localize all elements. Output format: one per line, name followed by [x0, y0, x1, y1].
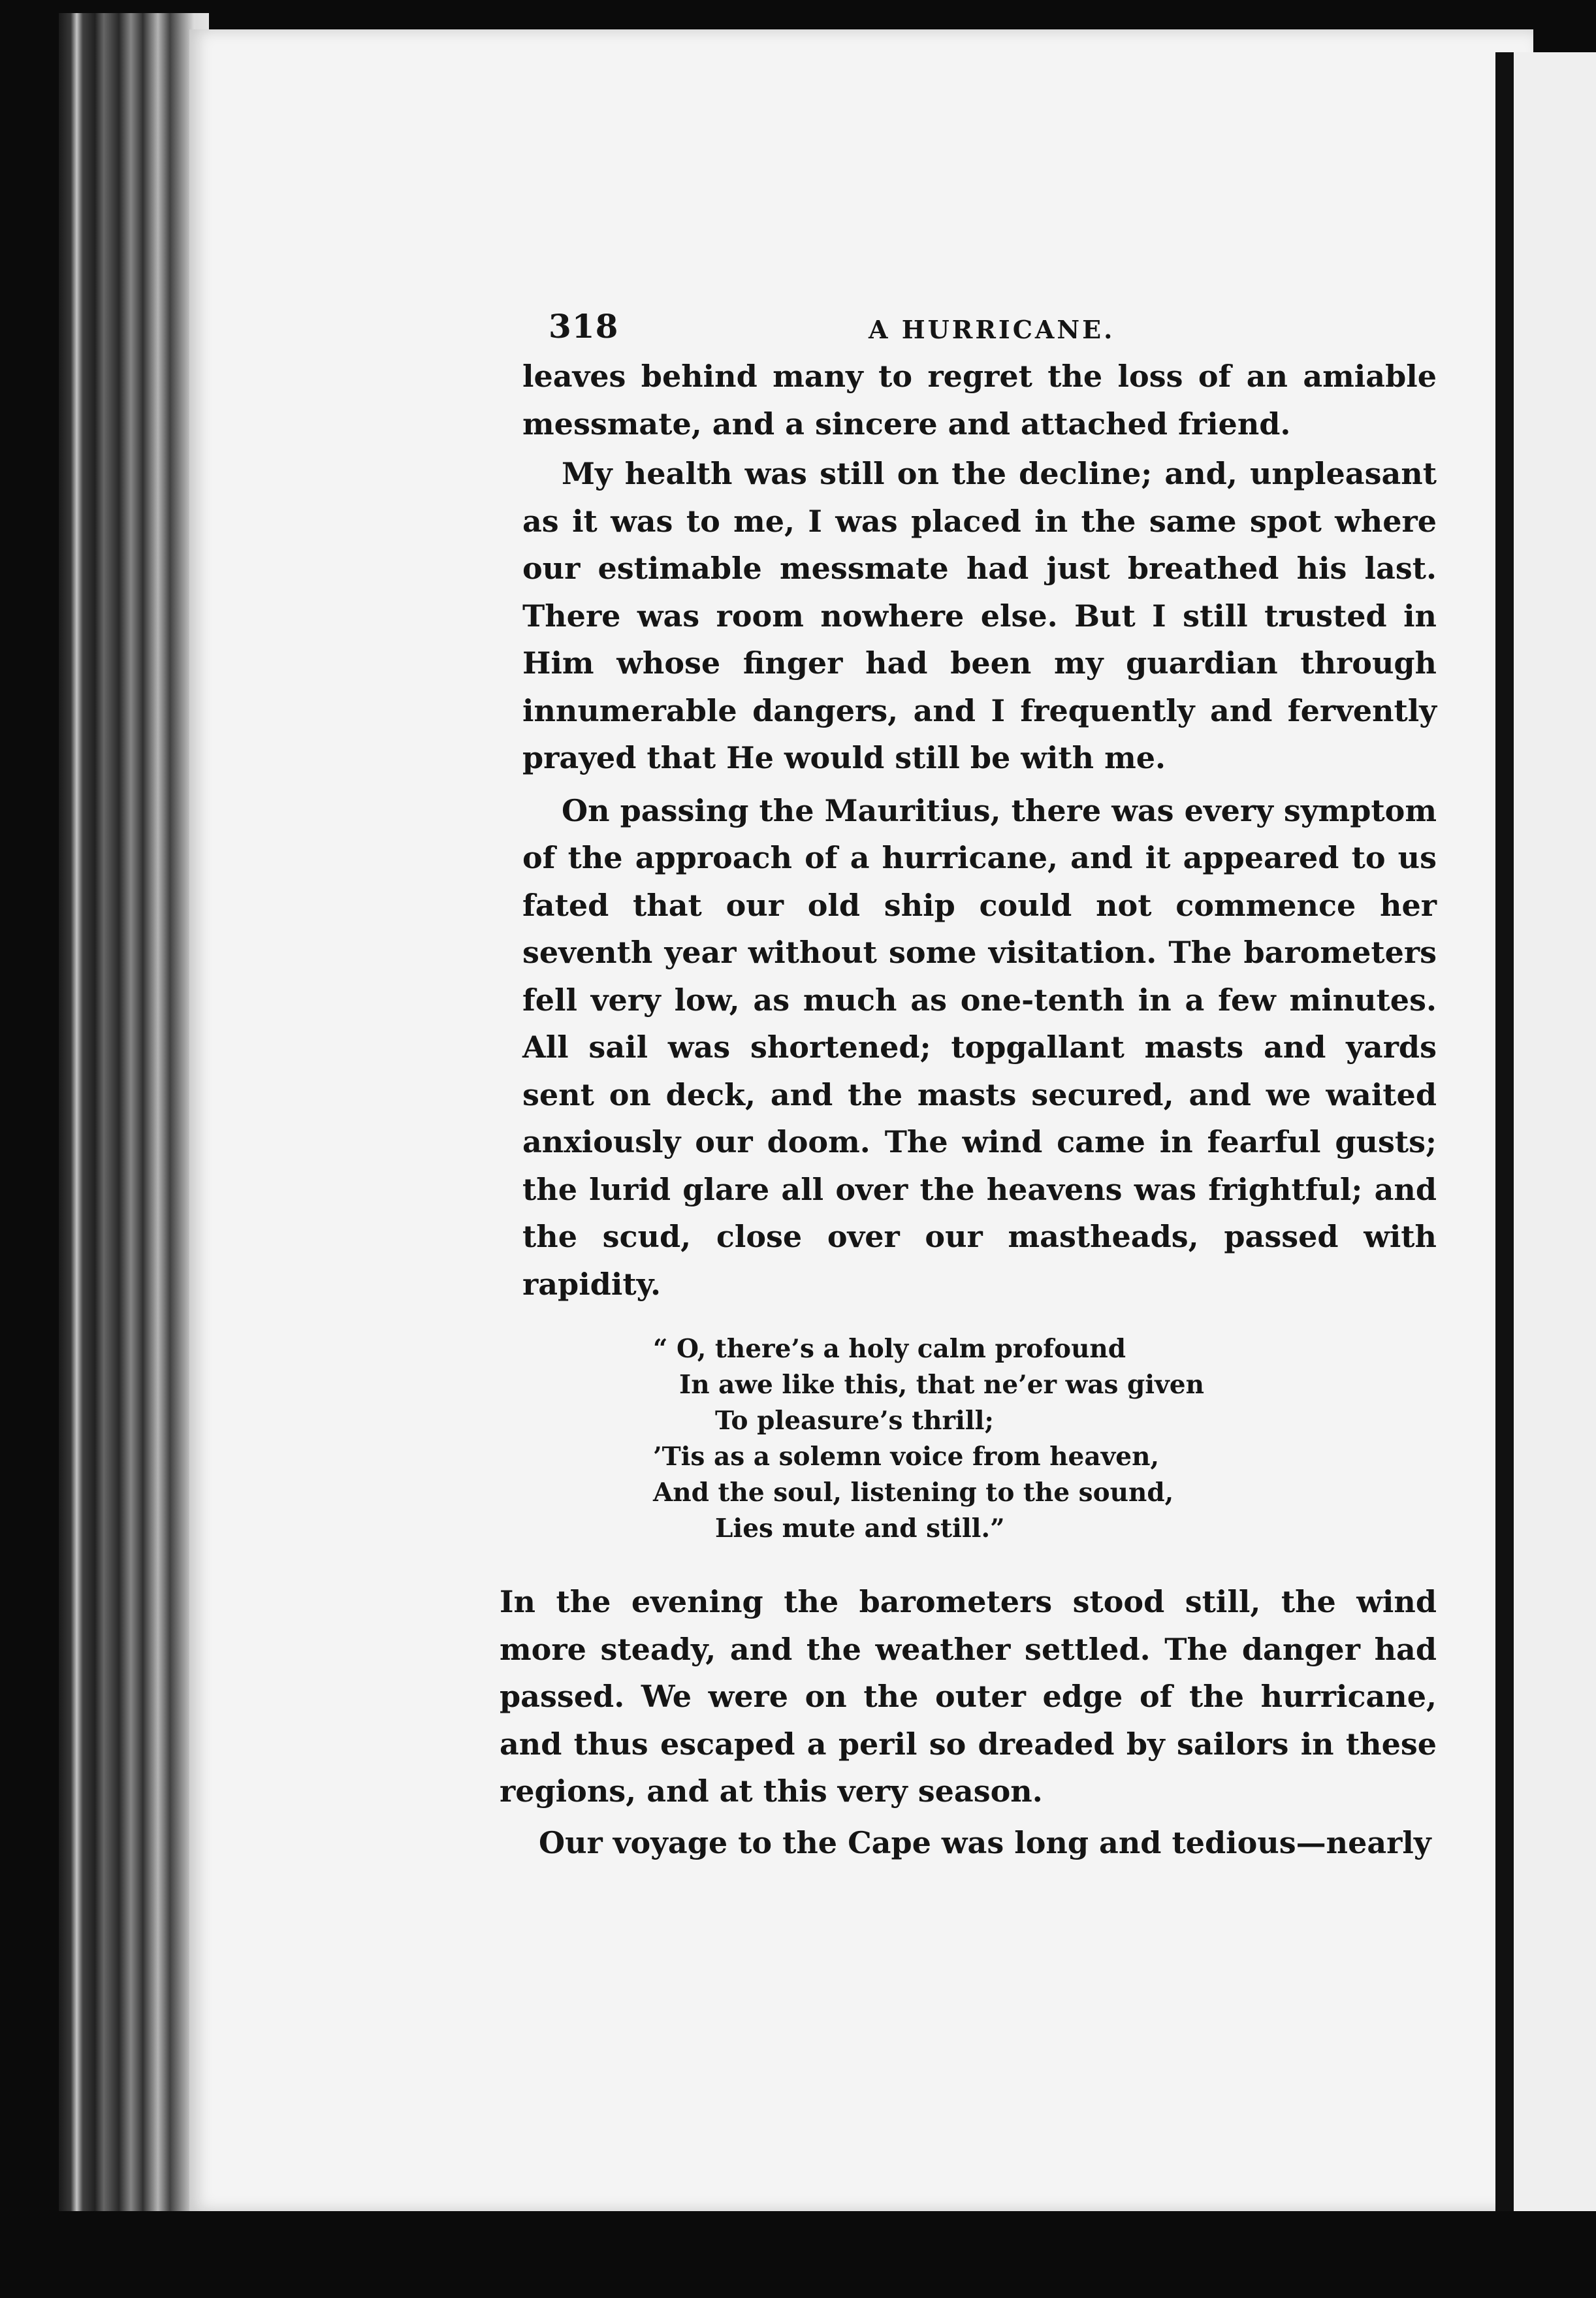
poem-line: “ O, there’s a holy calm profound [653, 1334, 1126, 1364]
adjacent-page-edge [1514, 52, 1596, 2227]
poem-line: Lies mute and still.” [715, 1513, 1005, 1544]
paragraph-continued: leaves behind many to regret the loss of an amiable messmate, and a sincere and attached friend. [522, 359, 1437, 442]
page-text-block [500, 300, 1437, 1866]
page-gutter-shadow [1495, 52, 1514, 2227]
poem-line: To pleasure’s thrill; [715, 1406, 994, 1436]
running-title: A HURRICANE. [869, 315, 1115, 344]
paragraph-cape-voyage: Our voyage to the Cape was long and tedious—nearly [539, 1824, 1431, 1860]
running-head [522, 300, 1437, 353]
paragraph-evening: In the evening the barometers stood still, the wind more steady, and the weather settled. The danger had passed. We were on the outer edge of the hurricane, and thus escaped a peril so dreaded by sailors in these regions, and at this very season. [500, 1584, 1437, 1809]
book-binding-edge [59, 13, 209, 2214]
paragraph-health: My health was still on the decline; and, unpleasant as it was to me, I was placed in the same spot where our estimable messmate had just breathed his last. There was room nowhere else. But I still trusted in Him whose finger had been my guardian through innumerable dangers, and I frequently and fervently prayed that He would still be with me. [522, 456, 1437, 775]
page-number: 318 [549, 307, 619, 346]
poem-line: And the soul, listening to the sound, [653, 1478, 1174, 1508]
poem-line: ’Tis as a solemn voice from heaven, [653, 1442, 1160, 1472]
poem-quotation [653, 1331, 1437, 1547]
poem-line: In awe like this, that ne’er was given [679, 1370, 1204, 1400]
paragraph-mauritius: On passing the Mauritius, there was every symptom of the approach of a hurricane, and it appeared to us fated that our old ship could not commence her seventh year without some visitation. The barometers fell very low, as much as one-tenth in a few minutes. All sail was shortened; topgallant masts and yards sent on deck, and the masts secured, and we waited anxiously our doom. The wind came in fearful gusts; the lurid glare all over the heavens was frightful; and the scud, close over our mastheads, passed with rapidity. [522, 792, 1437, 1302]
after-poem-text [500, 1578, 1437, 1866]
scan-bottom-border [0, 2211, 1596, 2298]
